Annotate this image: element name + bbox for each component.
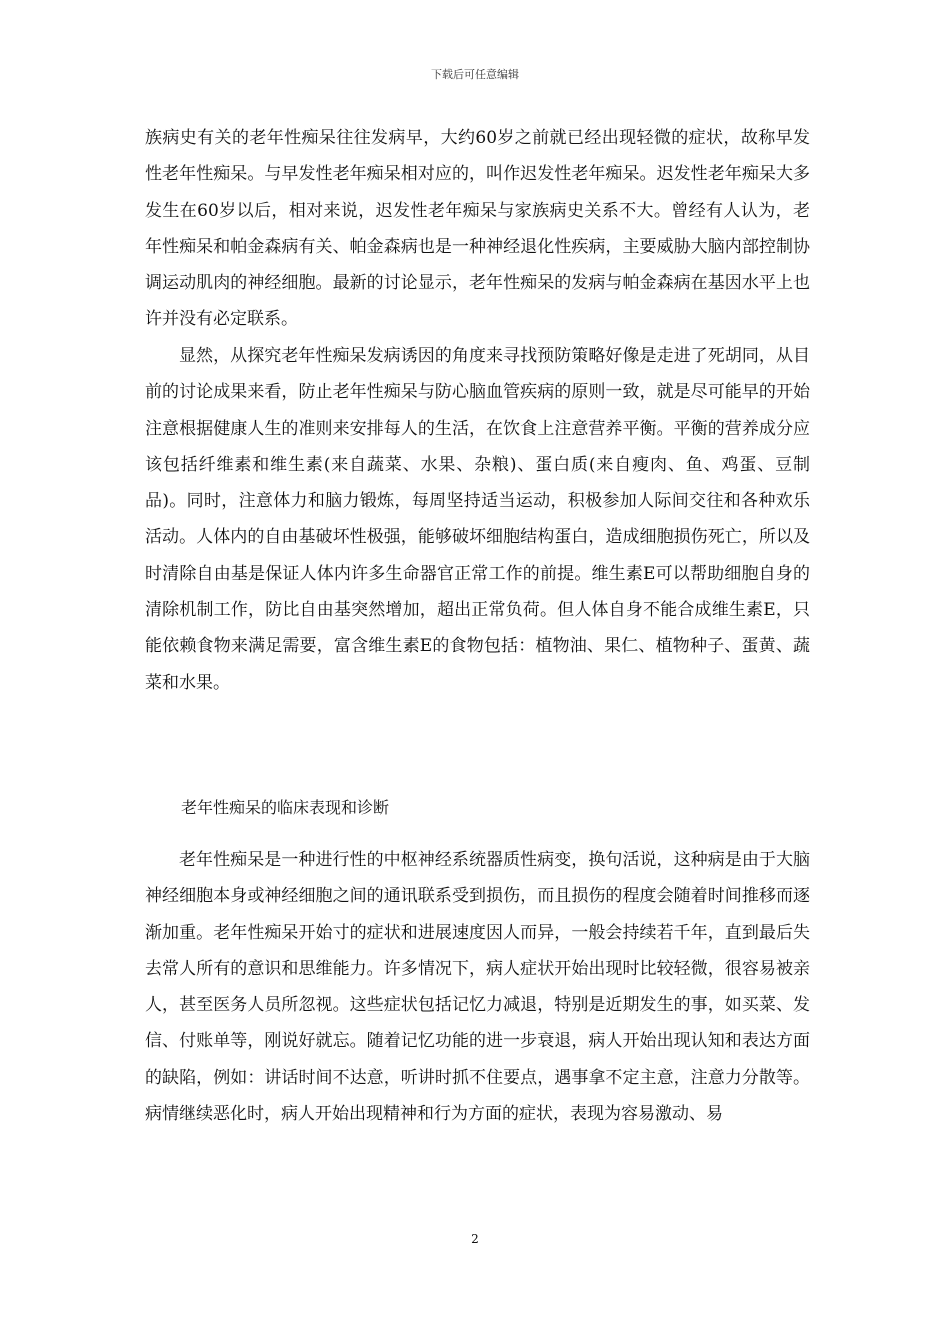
paragraph-clinical: 老年性痴呆是一种进行性的中枢神经系统器质性病变，换句活说，这种病是由于大脑神经细胞本身或神经细胞之间的通讯联系受到损伤，而且损伤的程度会随着时间推移而逐渐加重。老年性痴呆开始寸的症状和进展速度因人而异，一般会持续若千年，直到最后失去常人所有的意识和思维能力。许多情况下，病人症状开始出现时比较轻微，很容易被亲人，甚至医务人员所忽视。这些症状包括记忆力减退，特别是近期发生的事，如买菜、发信、付账单等，刚说好就忘。随着记忆功能的进一步衰退，病人开始出现认知和表达方面的缺陷，例如：讲话时间不达意，听讲时抓不住要点，遇事拿不定主意，注意力分散等。病情继续恶化时，病人开始出现精神和行为方面的症状，表现为容易激动、易 [145,850,810,1125]
section-heading: 老年性痴呆的临床表现和诊断 [181,798,390,817]
page-number: 2 [471,1232,479,1246]
page-header: 下载后可任意编辑 [431,68,519,81]
paragraph-continued: 族病史有关的老年性痴呆往往发病早，大约60岁之前就已经出现轻微的症状，故称早发性老年性痴呆。与早发性老年痴呆相对应的，叫作迟发性老年痴呆。迟发性老年痴呆大多发生在60岁以后，相对来说，迟发性老年痴呆与家族病史关系不大。曾经有人认为，老年性痴呆和帕金森病有关、帕金森病也是一种神经退化性疾病，主要威胁大脑内部控制协调运动肌肉的神经细胞。最新的讨论显示，老年性痴呆的发病与帕金森病在基因水平上也许并没有必定联系。 [145,128,810,330]
paragraph-prevention: 显然，从探究老年性痴呆发病诱因的角度来寻找预防策略好像是走进了死胡同，从目前的讨论成果来看，防止老年性痴呆与防心脑血管疾病的原则一致，就是尽可能早的开始注意根据健康人生的准则来安排每人的生活，在饮食上注意营养平衡。平衡的营养成分应该包括纤维素和维生素(来自蔬菜、水果、杂粮)、蛋白质(来自瘦肉、鱼、鸡蛋、豆制品)。同时，注意体力和脑力锻炼，每周坚持适当运动，积极参加人际间交往和各种欢乐活动。人体内的自由基破坏性极强，能够破坏细胞结构蛋白，造成细胞损伤死亡，所以及时清除自由基是保证人体内许多生命器官正常工作的前提。维生素E可以帮助细胞自身的清除机制工作，防比自由基突然增加，超出正常负荷。但人体自身不能合成维生素E，只能依赖食物来满足需要，富含维生素E的食物包括：植物油、果仁、植物种子、蛋黄、蔬菜和水果。 [145,346,810,693]
